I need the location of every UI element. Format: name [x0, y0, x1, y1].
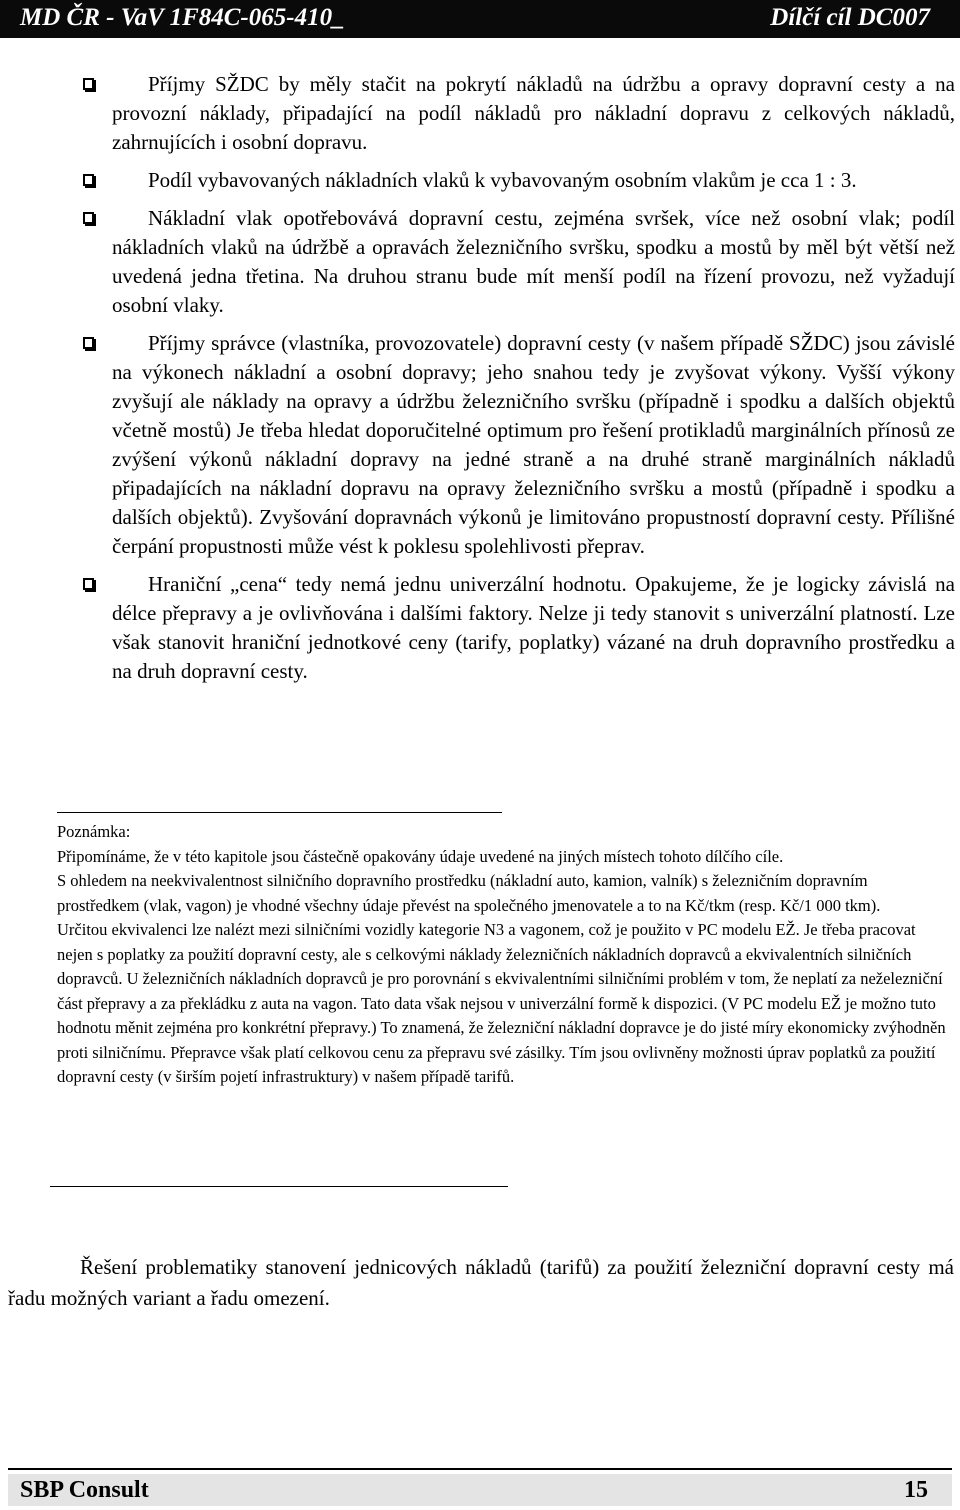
footer-company: SBP Consult: [20, 1477, 149, 1503]
page-header: [0, 0, 960, 38]
checkbox-bullet-icon: [83, 174, 94, 186]
bullet-text: Podíl vybavovaných nákladních vlaků k vybavovaným osobním vlakům je cca 1 : 3.: [148, 168, 857, 192]
page-number: 15: [904, 1477, 928, 1503]
bullet-item: [83, 570, 955, 686]
bullet-item: [83, 166, 955, 195]
page-footer: [8, 1474, 952, 1506]
footer-divider: [8, 1468, 952, 1470]
header-goal-id: Dílčí cíl DC007: [770, 4, 930, 31]
bullet-item: [83, 70, 955, 157]
note-divider-top: [57, 812, 502, 813]
note-divider-bottom: [50, 1186, 508, 1187]
header-project-code: MD ČR - VaV 1F84C-065-410_: [20, 4, 345, 31]
bullet-item: [83, 329, 955, 561]
bullet-list: [83, 70, 955, 695]
bullet-text: Nákladní vlak opotřebovává dopravní cestu, zejména svršek, více než osobní vlak; podíl nákladních vlaků na údržbě a opravách železničního svršku, spodku a mostů by měl být větší než uvedená jedna třetina. Na druhou stranu bude mít menší podíl na řízení provozu, než vyžadují osobní vlaky.: [112, 206, 955, 317]
bullet-item: [83, 204, 955, 320]
note-heading: Poznámka:: [57, 822, 131, 841]
note-paragraph: S ohledem na neekvivalentnost silničního dopravního prostředku (nákladní auto, kamion, valník) s železničním dopravním prostředkem (vlak, vagon) je vhodné všechny údaje převést na společného jmenovatele a to na Kč/tkm (resp. Kč/1 000 tkm).: [57, 871, 881, 915]
checkbox-bullet-icon: [83, 337, 94, 349]
note-paragraph: Připomínáme, že v této kapitole jsou částečně opakovány údaje uvedené na jiných místech tohoto dílčího cíle.: [57, 846, 784, 866]
closing-paragraph: Řešení problematiky stanovení jednicových nákladů (tarifů) za použití železniční dopravní cesty má řadu možných variant a řadu omezení.: [8, 1255, 954, 1310]
checkbox-bullet-icon: [83, 578, 94, 590]
note-paragraph: Určitou ekvivalenci lze nalézt mezi silničními vozidly kategorie N3 a vagonem, což je použito v PC modelu EŽ. Je třeba pracovat nejen s poplatky za použití dopravní cesty, ale s celkovými náklady železničních nákladních dopravců a ekvivalentních silničních dopravců. U železničních nákladních dopravců je pro porovnání s ekvivalentními silničními problém v tom, že neplatí za neželezniční část přepravy a za překládku z auta na vagon. Tato data však nejsou v univerzální formě k dispozici. (V PC modelu EŽ je možno tuto hodnotu měnit zejména pro konkrétní přepravy.) To znamená, že železniční nákladní dopravce je do jisté míry ekonomicky zvýhodněn proti silničnímu. Přepravce však platí celkovou cenu za přepravu své zásilky. Tím jsou ovlivněny možnosti úprav poplatků za použití dopravní cesty (v širším pojetí infrastruktury) v našem případě tarifů.: [57, 920, 946, 1086]
checkbox-bullet-icon: [83, 212, 94, 224]
checkbox-bullet-icon: [83, 78, 94, 90]
note-block: [57, 820, 952, 1090]
bullet-text: Příjmy SŽDC by měly stačit na pokrytí nákladů na údržbu a opravy dopravní cesty a na provozní náklady, připadající na podíl nákladů pro nákladní dopravu z celkových nákladů, zahrnujících i osobní dopravu.: [112, 72, 955, 154]
bullet-text: Příjmy správce (vlastníka, provozovatele) dopravní cesty (v našem případě SŽDC) jsou závislé na výkonech nákladní a osobní dopravy; jeho snahou tedy je zvyšovat výkony. Vyšší výkony zvyšují ale náklady na opravy a údržbu železničního svršku (případně i spodku a dalších objektů včetně mostů) Je třeba hledat doporučitelné optimum pro řešení protikladů marginálních přínosů ze zvýšení výkonů nákladní dopravy na jedné straně a na druhé straně marginálních nákladů připadajících na nákladní dopravu na opravy železničního svršku a mostů (případně i spodku a dalších objektů). Zvyšování dopravnách výkonů je limitováno propustností dopravní cesty. Přílišné čerpání propustnosti může vést k poklesu spolehlivosti přeprav.: [112, 331, 955, 558]
bullet-text: Hraniční „cena“ tedy nemá jednu univerzální hodnotu. Opakujeme, že je logicky závislá na délce přepravy a je ovlivňována i dalšími faktory. Nelze ji tedy stanovit s univerzální platností. Lze však stanovit hraniční jednotkové ceny (tarify, poplatky) vázané na druh dopravního prostředku a na druh dopravní cesty.: [112, 572, 955, 683]
